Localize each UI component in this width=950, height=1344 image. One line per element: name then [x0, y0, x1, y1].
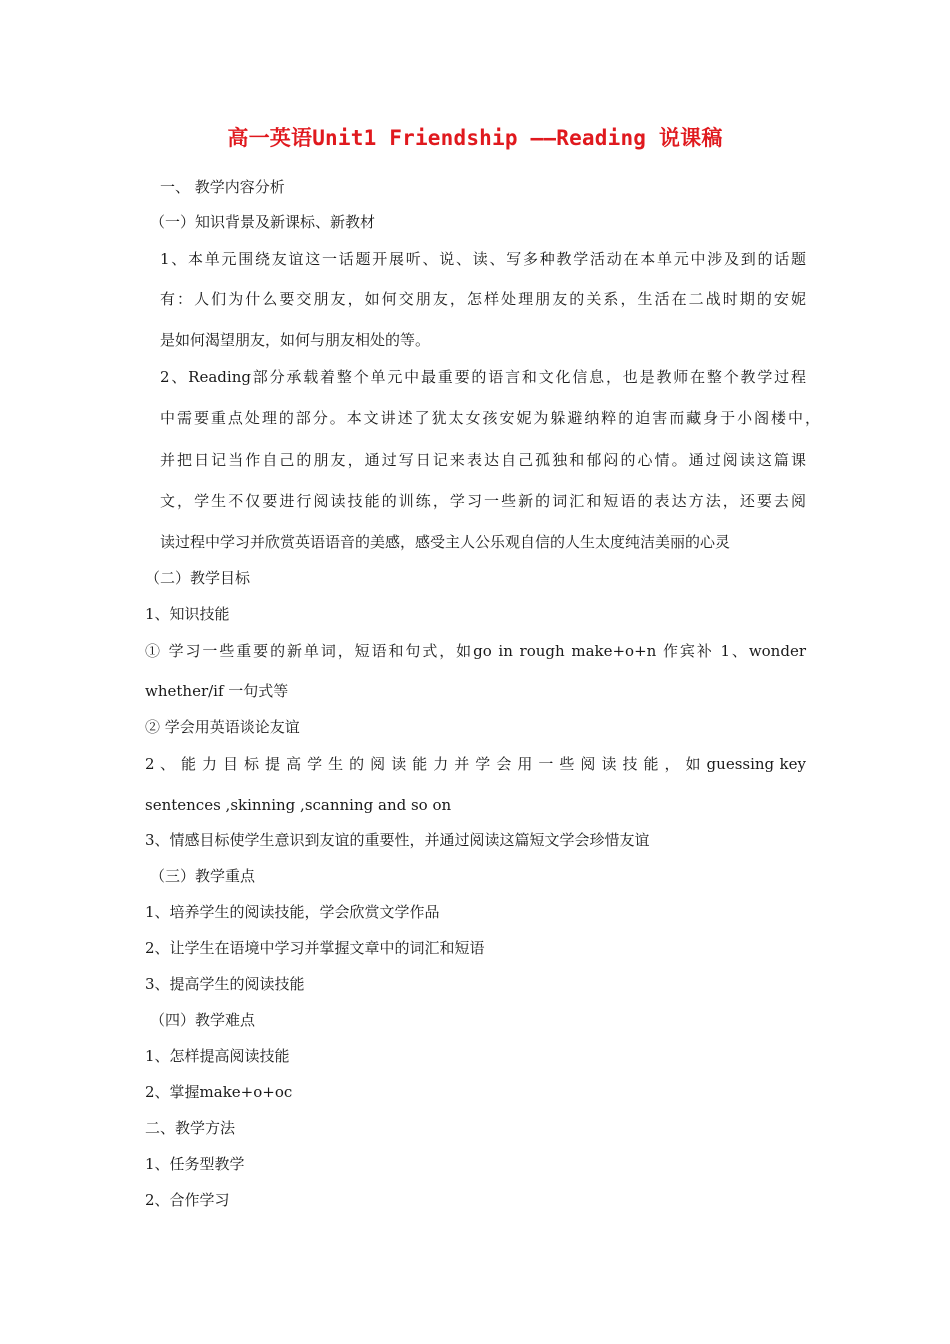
list-item-continuation: whether/if 一句式等 — [145, 682, 289, 700]
paragraph-line: 有：人们为什么要交朋友，如何交朋友，怎样处理朋友的关系，生活在二战时期的安妮 — [160, 290, 806, 308]
list-item: 3、提高学生的阅读技能 — [145, 975, 305, 993]
list-item: ① 学习一些重要的新单词，短语和句式，如go in rough make+o+n 作宾补 1、wonder — [145, 642, 806, 660]
list-item: 1、培养学生的阅读技能，学会欣赏文学作品 — [145, 903, 440, 921]
list-item: 2、让学生在语境中学习并掌握文章中的词汇和短语 — [145, 939, 485, 957]
list-heading: 1、知识技能 — [145, 605, 230, 623]
paragraph-line: 2、Reading部分承载着整个单元中最重要的语言和文化信息，也是教师在整个教学过程 — [160, 368, 806, 386]
list-item: 3、情感目标使学生意识到友谊的重要性，并通过阅读这篇短文学会珍惜友谊 — [145, 831, 650, 849]
list-item: ② 学会用英语谈论友谊 — [145, 718, 300, 736]
list-item: 1、任务型教学 — [145, 1155, 245, 1173]
paragraph-line: 中需要重点处理的部分。本文讲述了犹太女孩安妮为躲避纳粹的迫害而藏身于小阁楼中， — [160, 409, 820, 427]
document-title: 高一英语Unit1 Friendship ——Reading 说课稿 — [227, 126, 723, 150]
paragraph-line: 1、本单元围绕友谊这一话题开展听、说、读、写多种教学活动在本单元中涉及到的话题 — [160, 250, 806, 268]
list-item: 2、掌握make+o+oc — [145, 1083, 293, 1101]
list-item: 1、怎样提高阅读技能 — [145, 1047, 290, 1065]
list-item: 2 、 能 力 目 标 提 高 学 生 的 阅 读 能 力 并 学 会 用 一 些 阅 读 技 能 ， 如 guessing key — [145, 755, 806, 773]
section-heading-content-analysis: 一、 教学内容分析 — [160, 178, 285, 196]
list-item-continuation: sentences ,skinning ,scanning and so on — [145, 796, 452, 814]
subsection-heading-objectives: （二）教学目标 — [145, 569, 251, 587]
subsection-heading-key-points: （三）教学重点 — [150, 867, 256, 885]
paragraph-line: 读过程中学习并欣赏英语语音的美感，感受主人公乐观自信的人生太度纯洁美丽的心灵 — [160, 533, 731, 551]
paragraph-line: 文，学生不仅要进行阅读技能的训练，学习一些新的词汇和短语的表达方法，还要去阅 — [160, 492, 806, 510]
paragraph-line: 并把日记当作自己的朋友，通过写日记来表达自己孤独和郁闷的心情。通过阅读这篇课 — [160, 451, 806, 469]
section-heading-methods: 二、教学方法 — [145, 1119, 236, 1137]
subsection-heading-difficulties: （四）教学难点 — [150, 1011, 256, 1029]
subsection-heading-background: （一）知识背景及新课标、新教材 — [150, 213, 376, 231]
paragraph-line: 是如何渴望朋友，如何与朋友相处的等。 — [160, 331, 431, 349]
list-item: 2、合作学习 — [145, 1191, 230, 1209]
